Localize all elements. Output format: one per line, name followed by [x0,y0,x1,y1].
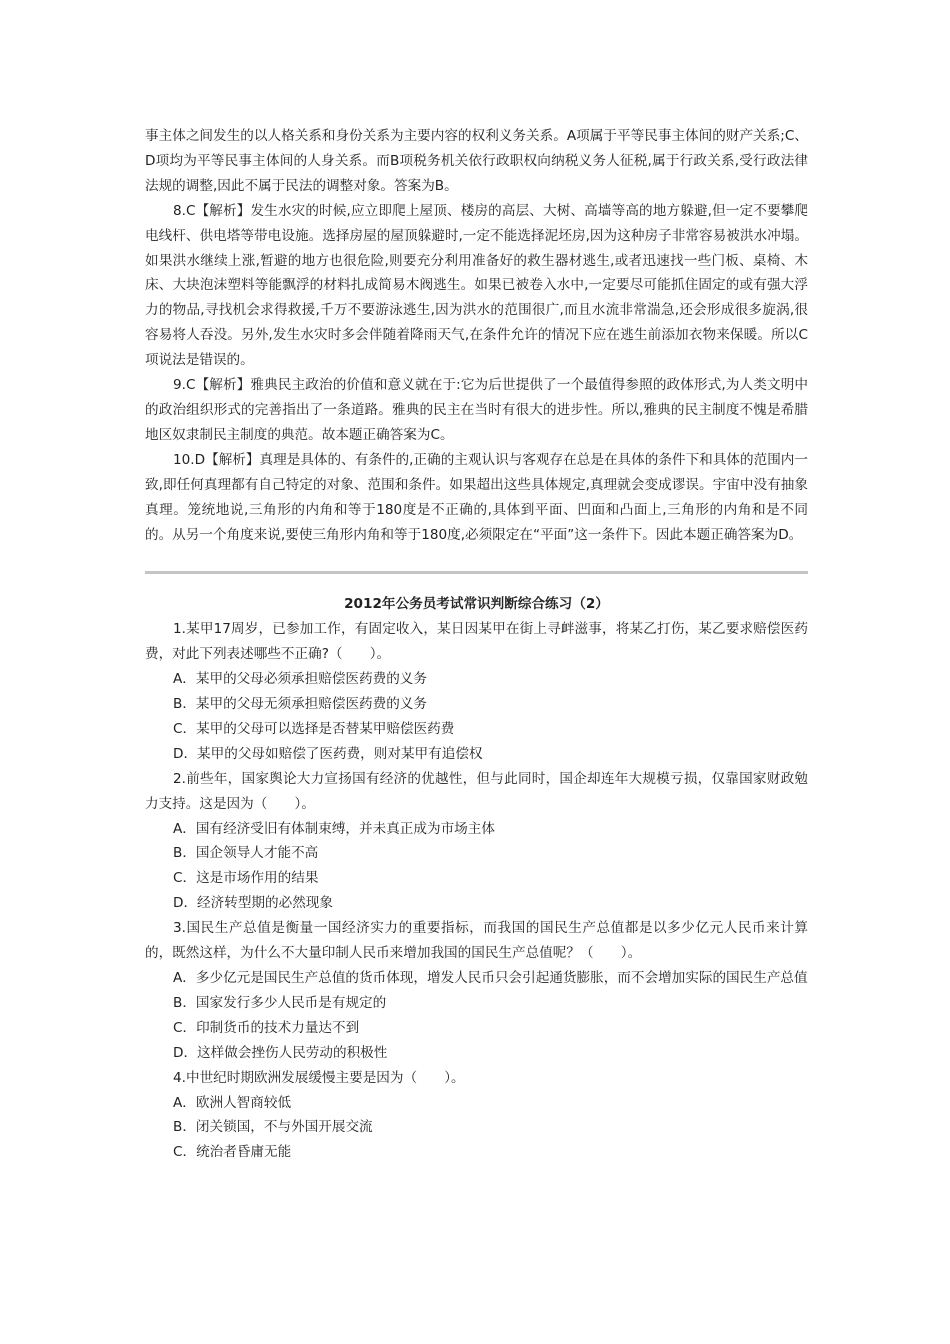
document-page [145,124,808,1165]
question-stem: 1.某甲17周岁，已参加工作，有固定收入，某日因某甲在街上寻衅滋事，将某乙打伤，某乙要求赔偿医药费，对此下列表述哪些不正确?（ ）。 [145,621,808,663]
section-title: 2012年公务员考试常识判断综合练习（2） [344,596,609,613]
question-option: D．某甲的父母如赔偿了医药费，则对某甲有追偿权 [173,745,483,762]
answer-paragraph: 9.C【解析】雅典民主政治的价值和意义就在于:它为后世提供了一个最值得参照的政体形式,为人类文明中的政治组织形式的完善指出了一条道路。雅典的民主在当时有很大的进步性。所以,雅典的民主制度不愧是希腊地区奴隶制民主制度的典范。故本题正确答案为C。 [145,377,808,443]
answer-paragraph: 10.D【解析】真理是具体的、有条件的,正确的主观认识与客观存在总是在具体的条件下和具体的范围内一致,即任何真理都有自己特定的对象、范围和条件。如果超出这些具体规定,真理就会变成谬误。宇宙中没有抽象真理。笼统地说,三角形的内角和等于180度是不正确的,具体到平面、凹面和凸面上,三角形的内角和是不同的。从另一个角度来说,要使三角形内角和等于180度,必须限定在“平面”这一条件下。因此本题正确答案为D。 [145,451,808,543]
question-stem: 3.国民生产总值是衡量一国经济实力的重要指标，而我国的国民生产总值都是以多少亿元人民币来计算的，既然这样，为什么不大量印制人民币来增加我国的国民生产总值呢？（ ）。 [145,920,808,962]
section-divider [145,571,808,574]
question-option: B．国家发行多少人民币是有规定的 [173,994,387,1011]
question-option: C．印制货币的技术力量达不到 [173,1019,360,1036]
question-option: C．这是市场作用的结果 [173,870,319,887]
question-stem: 4.中世纪时期欧洲发展缓慢主要是因为（ ）。 [173,1069,465,1086]
question-option: B．国企领导人才能不高 [173,845,319,862]
answer-paragraph: 事主体之间发生的以人格关系和身份关系为主要内容的权利义务关系。A项属于平等民事主体间的财产关系;C、D项均为平等民事主体间的人身关系。而B项税务机关依行政职权向纳税义务人征税,属于行政关系,受行政法律法规的调整,因此不属于民法的调整对象。答案为B。 [145,128,808,194]
question-option: A．欧洲人智商较低 [173,1094,292,1111]
question-option: C．统治者昏庸无能 [173,1144,292,1161]
question-stem: 2.前些年，国家舆论大力宣扬国有经济的优越性，但与此同时，国企却连年大规模亏损，仅靠国家财政勉力支持。这是因为（ ）。 [145,770,808,812]
answer-paragraph: 8.C【解析】发生水灾的时候,应立即爬上屋顶、楼房的高层、大树、高墙等高的地方躲避,但一定不要攀爬电线杆、供电塔等带电设施。选择房屋的屋顶躲避时,一定不能选择泥坯房,因为这种房子非常容易被洪水冲塌。如果洪水继续上涨,暂避的地方也很危险,则要充分利用准备好的救生器材逃生,或者迅速找一些门板、桌椅、木床、大块泡沫塑料等能飘浮的材料扎成简易木阀逃生。如果已被卷入水中,一定要尽可能抓住固定的或有强大浮力的物品,寻找机会求得救援,千万不要游泳逃生,因为洪水的范围很广,而且水流非常湍急,还会形成很多旋涡,很容易将人吞没。另外,发生水灾时多会伴随着降雨天气,在条件允许的情况下应在逃生前添加衣物来保暖。所以C项说法是错误的。 [145,202,808,369]
question-option: A．国有经济受旧有体制束缚，并未真正成为市场主体 [173,820,495,837]
question-option: B．某甲的父母无须承担赔偿医药费的义务 [173,696,428,713]
question-option: D．这样做会挫伤人民劳动的积极性 [173,1044,388,1061]
question-option: A．某甲的父母必须承担赔偿医药费的义务 [173,671,427,688]
question-option: D．经济转型期的必然现象 [173,895,333,912]
question-option: A．多少亿元是国民生产总值的货币体现，增发人民币只会引起通货膨胀，而不会增加实际的国民生产总值 [173,970,808,986]
question-option: C．某甲的父母可以选择是否替某甲赔偿医药费 [173,720,455,737]
question-option: B．闭关锁国，不与外国开展交流 [173,1119,373,1136]
